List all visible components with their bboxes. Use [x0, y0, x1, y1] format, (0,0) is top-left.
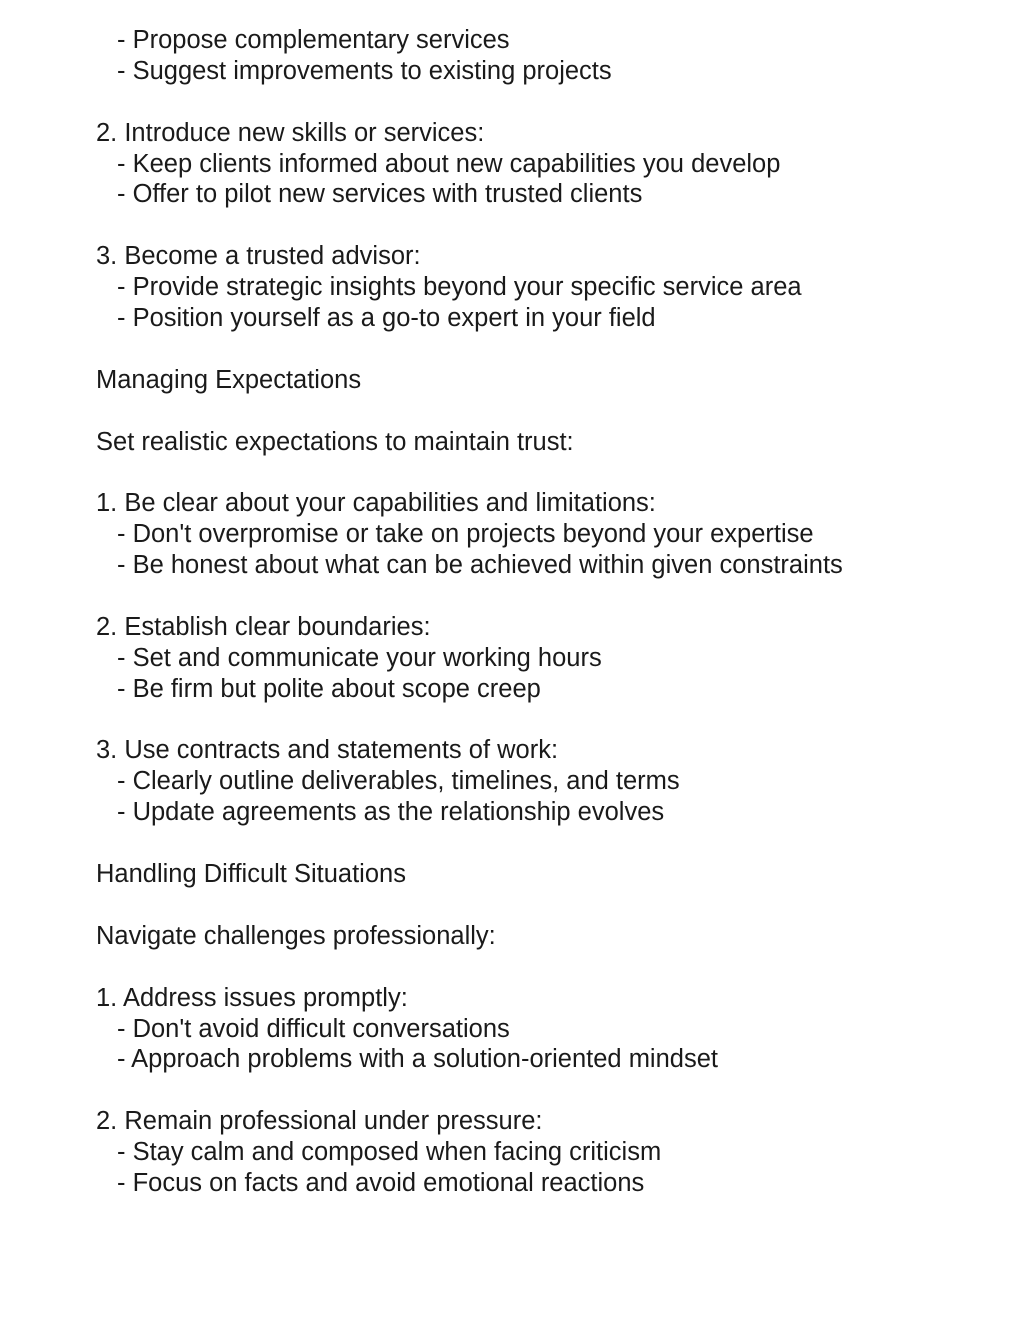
- blank-line: [96, 210, 996, 241]
- blank-line: [96, 581, 996, 612]
- bullet-line: - Clearly outline deliverables, timelines, and terms: [117, 767, 680, 796]
- bullet-line: - Approach problems with a solution-oriented mindset: [117, 1045, 718, 1074]
- bullet-line: - Focus on facts and avoid emotional reactions: [117, 1168, 645, 1197]
- section-heading: Handling Difficult Situations: [96, 860, 406, 889]
- numbered-item: 2. Establish clear boundaries:: [96, 612, 431, 641]
- blank-line: [96, 828, 996, 859]
- bullet-line: - Position yourself as a go-to expert in your field: [117, 304, 656, 333]
- numbered-item: 2. Introduce new skills or services:: [96, 118, 485, 147]
- blank-line: [96, 890, 996, 921]
- blank-line: [96, 705, 996, 736]
- bullet-line: - Keep clients informed about new capabilities you develop: [117, 149, 781, 178]
- numbered-item: 3. Use contracts and statements of work:: [96, 736, 559, 765]
- bullet-line: - Don't avoid difficult conversations: [117, 1014, 510, 1043]
- bullet-line: - Don't overpromise or take on projects beyond your expertise: [117, 520, 814, 549]
- bullet-line: - Be firm but polite about scope creep: [117, 674, 541, 703]
- bullet-line: - Offer to pilot new services with trusted clients: [117, 180, 643, 209]
- bullet-line: - Suggest improvements to existing projects: [117, 56, 612, 85]
- section-heading: Managing Expectations: [96, 365, 362, 394]
- bullet-line: - Stay calm and composed when facing criticism: [117, 1138, 662, 1167]
- section-intro: Set realistic expectations to maintain trust:: [96, 427, 574, 456]
- numbered-item: 3. Become a trusted advisor:: [96, 242, 421, 271]
- blank-line: [96, 457, 996, 488]
- bullet-line: - Provide strategic insights beyond your specific service area: [117, 273, 802, 302]
- bullet-line: - Be honest about what can be achieved within given constraints: [117, 551, 843, 580]
- numbered-item: 2. Remain professional under pressure:: [96, 1107, 543, 1136]
- blank-line: [96, 87, 996, 118]
- blank-line: [96, 396, 996, 427]
- blank-line: [96, 952, 996, 983]
- document-page: [96, 25, 996, 1199]
- blank-line: [96, 334, 996, 365]
- bullet-line: - Update agreements as the relationship evolves: [117, 798, 665, 827]
- numbered-item: 1. Address issues promptly:: [96, 983, 408, 1012]
- section-intro: Navigate challenges professionally:: [96, 921, 496, 950]
- blank-line: [96, 1075, 996, 1106]
- numbered-item: 1. Be clear about your capabilities and limitations:: [96, 489, 656, 518]
- bullet-line: - Propose complementary services: [117, 26, 510, 54]
- bullet-line: - Set and communicate your working hours: [117, 643, 602, 672]
